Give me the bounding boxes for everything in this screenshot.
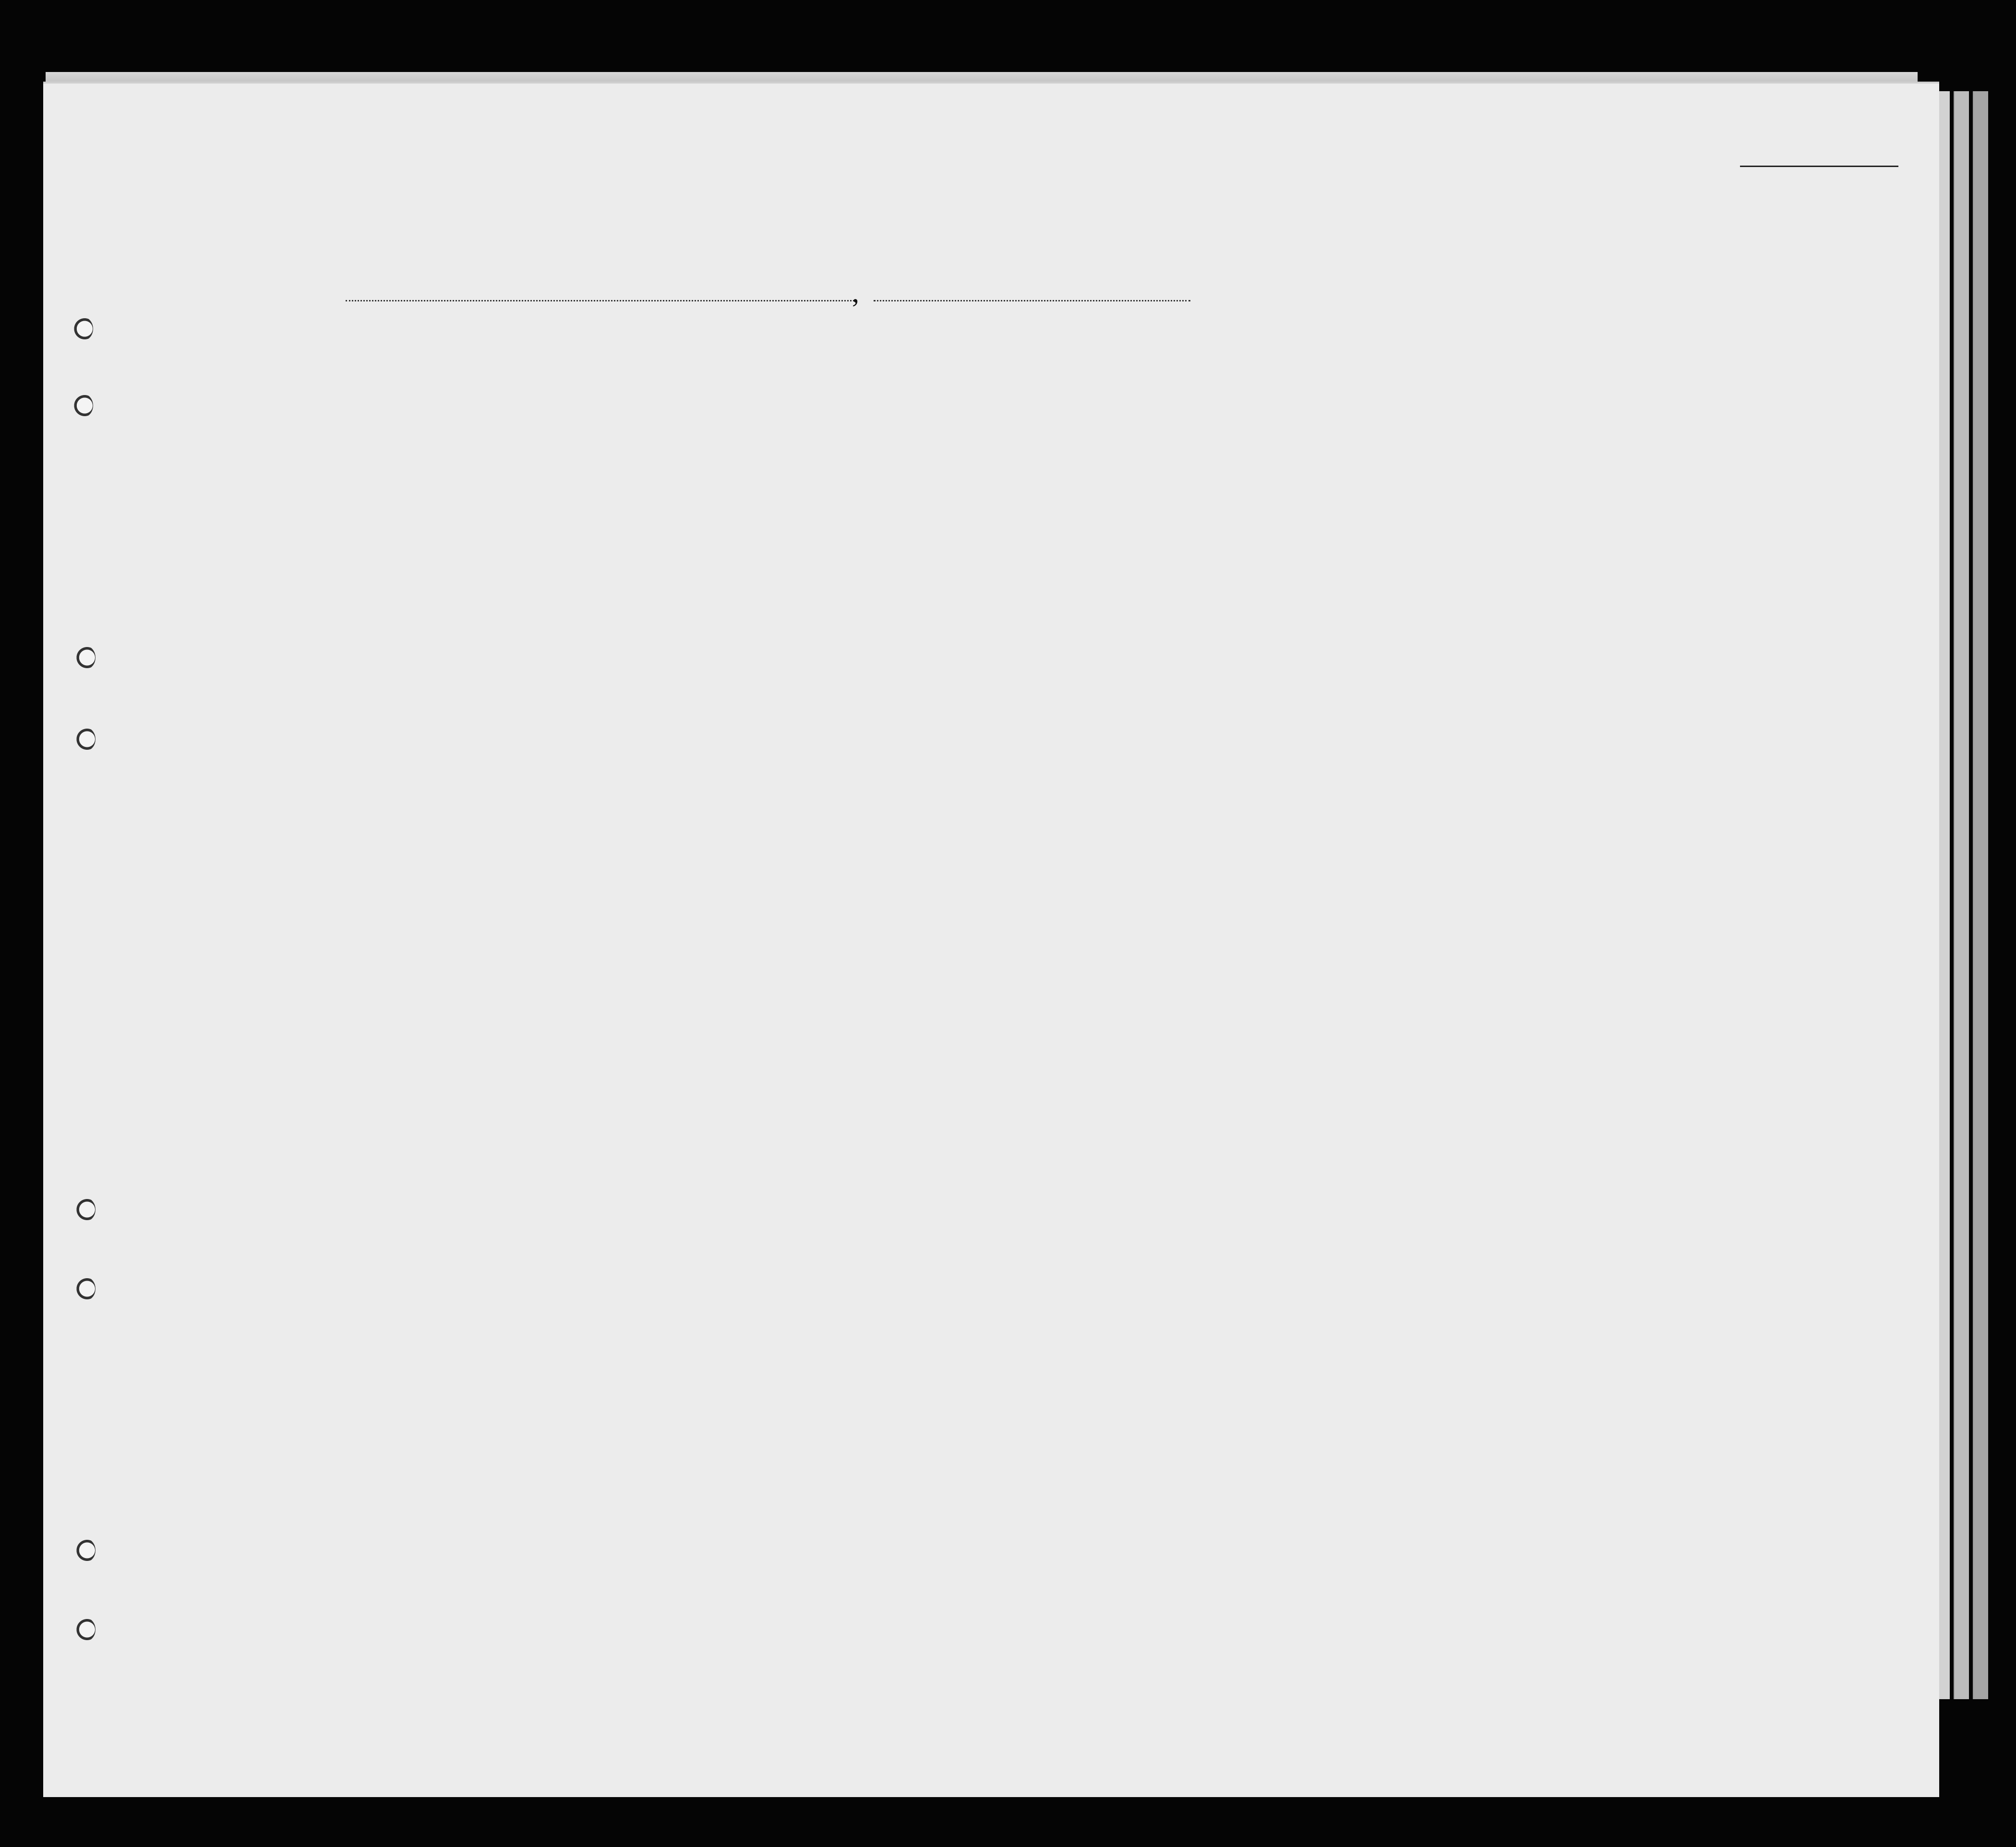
header-return-intent <box>1129 375 1157 485</box>
header-citizen <box>1241 375 1270 485</box>
header-q28 <box>1358 365 1410 485</box>
header-length-stay <box>1161 375 1189 485</box>
header-money <box>708 365 734 485</box>
header-prison <box>1274 365 1304 485</box>
header-ticket <box>582 365 610 485</box>
header-inches <box>1636 446 1654 482</box>
header-anarchist <box>1332 370 1351 485</box>
header-contract-labor <box>1414 365 1442 485</box>
header-feet <box>1615 456 1633 482</box>
header-polygamist <box>1308 370 1327 485</box>
header-deported <box>1450 365 1483 485</box>
separator-comma: , <box>852 276 859 308</box>
